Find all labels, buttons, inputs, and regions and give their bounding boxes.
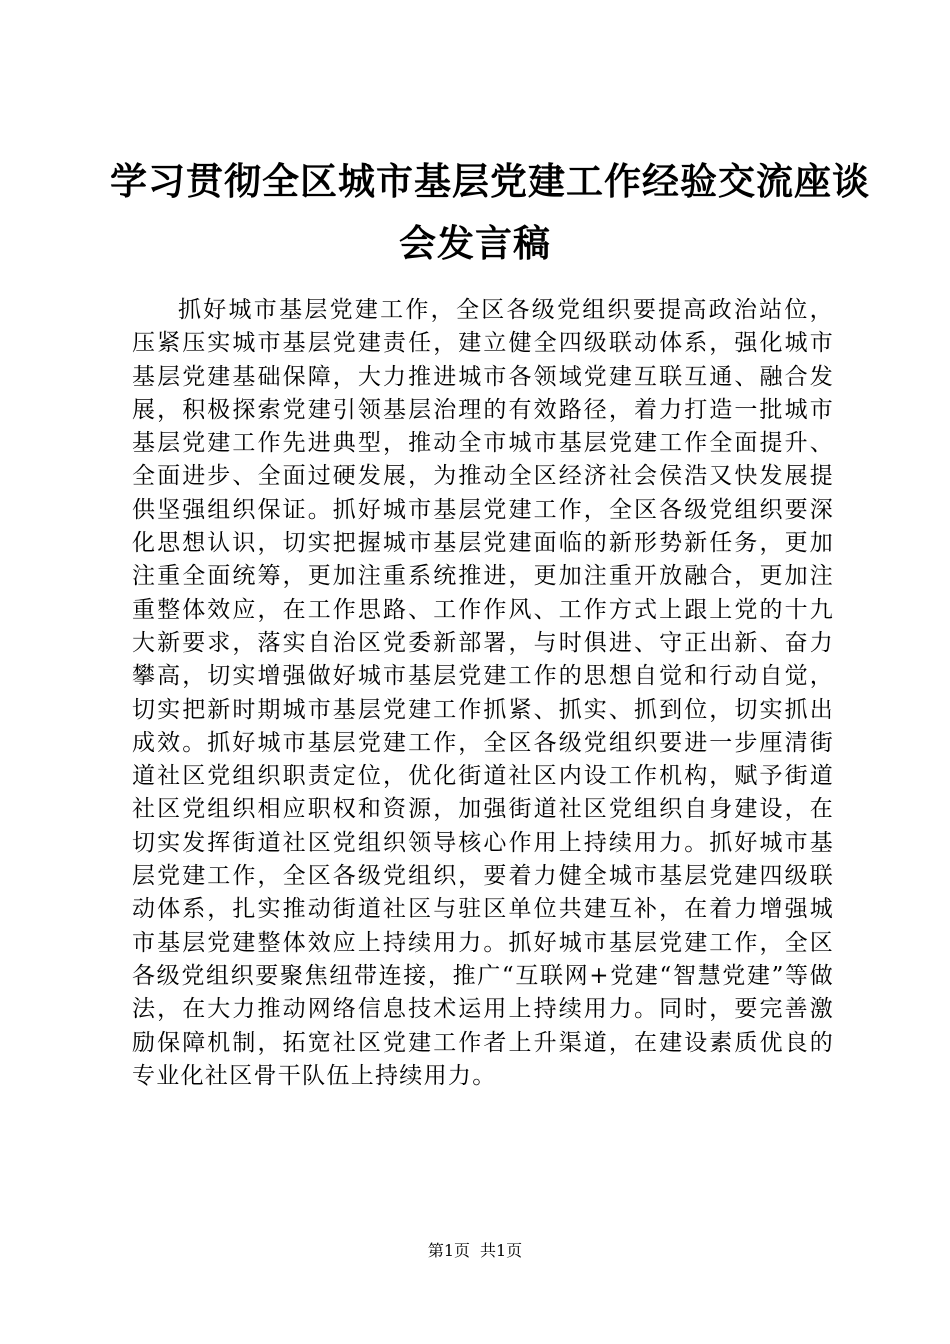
title-line-2: 会发言稿 <box>399 221 551 265</box>
title-line-1: 学习贯彻全区城市基层党建工作经验交流座谈 <box>110 159 870 203</box>
page-footer <box>0 1240 950 1262</box>
document-title <box>110 150 870 274</box>
page-number: 第1页 <box>427 1241 470 1260</box>
body-paragraph: 抓好城市基层党建工作，全区各级党组织要提高政治站位，压紧压实城市基层党建责任，建立健全四级联动体系，强化城市基层党建基础保障，大力推进城市各领域党建互联互通、融合发展，积极探索党建引领基层治理的有效路径，着力打造一批城市基层党建工作先进典型，推动全市城市基层党建工作全面提升、全面进步、全面过硬发展，为推动全区经济社会侯浩又快发展提供坚强组织保证。抓好城市基层党建工作，全区各级党组织要深化思想认识，切实把握城市基层党建面临的新形势新任务，更加注重全面统筹，更加注重系统推进，更加注重开放融合，更加注重整体效应，在工作思路、工作作风、工作方式上跟上党的十九大新要求，落实自治区党委新部署，与时俱进、守正出新、奋力攀高，切实增强做好城市基层党建工作的思想自觉和行动自觉，切实把新时期城市基层党建工作抓紧、抓实、抓到位，切实抓出成效。抓好城市基层党建工作，全区各级党组织要进一步厘清街道社区党组织职责定位，优化街道社区内设工作机构，赋予街道社区党组织相应职权和资源，加强街道社区党组织自身建设，在切实发挥街道社区党组织领导核心作用上持续用力。抓好城市基层党建工作，全区各级党组织，要着力健全城市基层党建四级联动体系，扎实推动街道社区与驻区单位共建互补，在着力增强城市基层党建整体效应上持续用力。抓好城市基层党建工作，全区各级党组织要聚焦纽带连接，推广“互联网+党建“智慧党建”等做法，在大力推动网络信息技术运用上持续用力。同时，要完善激励保障机制，拓宽社区党建工作者上升渠道，在建设素质优良的专业化社区骨干队伍上持续用力。 <box>132 297 834 1089</box>
page-total: 共1页 <box>480 1241 523 1260</box>
